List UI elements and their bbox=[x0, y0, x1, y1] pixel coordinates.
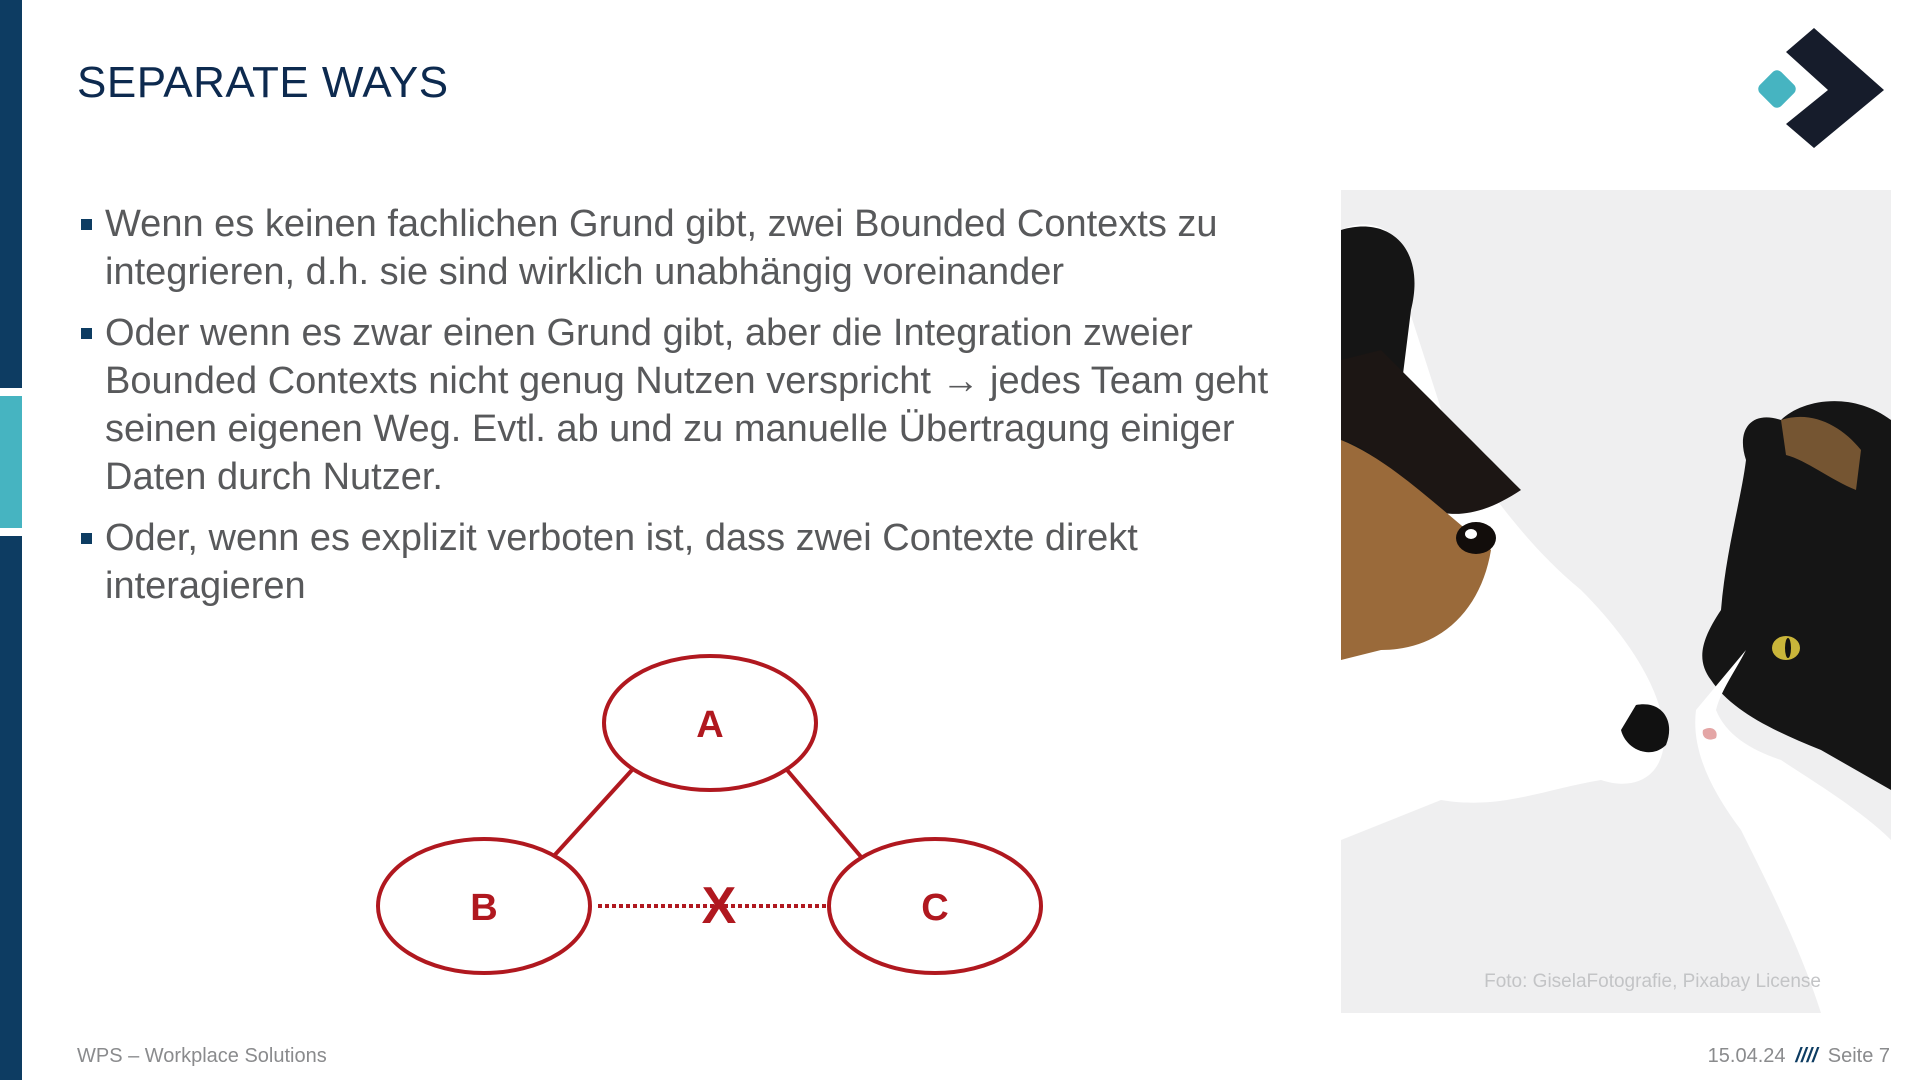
blocked-x-marker: X bbox=[701, 877, 737, 935]
footer-separator: //// bbox=[1795, 1045, 1818, 1067]
bullet-text: Wenn es keinen fachlichen Grund gibt, zwei Bounded Contexts zu integrieren, d.h. sie sind wirklich unabhängig voreinander bbox=[105, 203, 1218, 293]
edge-a-c bbox=[787, 770, 862, 858]
node-b-label: B bbox=[470, 887, 498, 929]
edge-a-b bbox=[552, 770, 632, 858]
slide-title: SEPARATE WAYS bbox=[77, 58, 449, 107]
dog-cat-photo bbox=[1341, 190, 1891, 1013]
photo-credit: Foto: GiselaFotografie, Pixabay License bbox=[1484, 971, 1821, 992]
bullet-square-icon bbox=[81, 533, 92, 544]
bullet-text: Oder wenn es zwar einen Grund gibt, aber die Integration zweier Bounded Contexts nicht genug Nutzen verspricht → jedes Team geht seinen eigenen Weg. Evtl. ab und zu manuelle Übertragung einiger Daten durch Nutzer. bbox=[105, 312, 1269, 498]
footer-meta bbox=[1708, 1045, 1890, 1068]
bullet-item bbox=[78, 200, 1278, 296]
bullet-item bbox=[78, 309, 1278, 501]
footer-date: 15.04.24 bbox=[1707, 1045, 1786, 1067]
dog-and-cat-illustration bbox=[1341, 190, 1891, 1013]
side-stripe-middle bbox=[0, 396, 22, 528]
bullet-square-icon bbox=[81, 328, 92, 339]
bullet-item bbox=[78, 514, 1278, 610]
bullet-square-icon bbox=[81, 219, 92, 230]
node-c-label: C bbox=[921, 887, 949, 929]
bullet-list bbox=[78, 200, 1278, 623]
footer-company: WPS – Workplace Solutions bbox=[77, 1045, 327, 1067]
side-stripe-bottom bbox=[0, 536, 22, 1080]
node-a-label: A bbox=[696, 704, 724, 746]
wps-logo bbox=[1756, 28, 1884, 148]
side-stripe-top bbox=[0, 0, 22, 388]
context-diagram bbox=[370, 650, 1050, 985]
footer-page-number: Seite 7 bbox=[1827, 1045, 1890, 1067]
bullet-text: Oder, wenn es explizit verboten ist, dass zwei Contexte direkt interagieren bbox=[105, 517, 1138, 607]
